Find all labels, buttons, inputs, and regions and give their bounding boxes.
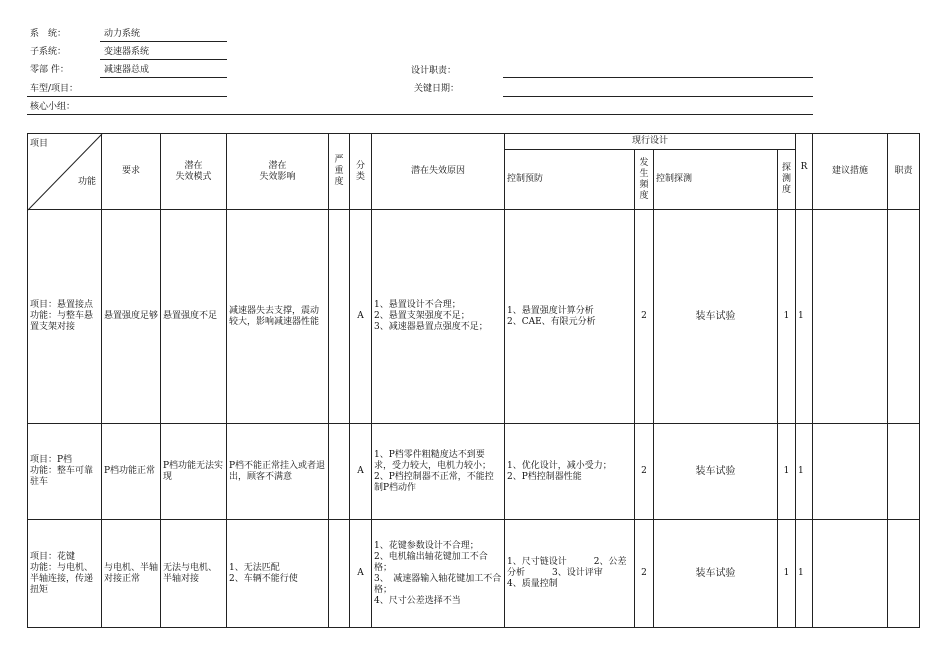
occurrence-cell: 2	[635, 210, 654, 424]
prevention-header: 控制预防	[505, 150, 635, 210]
failure-mode-cell: 无法与电机、半轴对接	[161, 520, 227, 628]
detection-cell: 1	[778, 424, 796, 520]
prevention-cell: 1、尺寸链设计 2、公差分析 3、设计评审 4、质量控制	[505, 520, 635, 628]
requirement-cell: P档功能正常	[102, 424, 161, 520]
fmea-table	[27, 133, 920, 628]
current-design-header: 现行设计	[505, 134, 796, 150]
requirement-header: 要求	[102, 134, 161, 210]
recommended-actions-cell	[813, 520, 888, 628]
subsystem-value: 变速器系统	[104, 47, 150, 57]
detection-control-header: 控制探测	[654, 150, 778, 210]
failure-effect-cell: 1、无法匹配 2、车辆不能行使	[227, 520, 329, 628]
failure-cause-cell: 1、花键参数设计不合理； 2、电机输出轴花键加工不合格； 3、 减速器输入轴花键加工不合格； 4、尺寸公差选择不当	[372, 520, 505, 628]
occurrence-header: 发 生 頻 度	[635, 150, 654, 210]
rpn-header: R	[796, 134, 813, 210]
rpn-cell: 1	[796, 424, 813, 520]
recommended-actions-cell	[813, 210, 888, 424]
core-team-label: 核心小组：	[30, 102, 76, 112]
part-underline	[100, 77, 227, 78]
failure-cause-header: 潜在失效原因	[372, 134, 505, 210]
prevention-cell: 1、悬置强度计算分析 2、CAE、有限元分析	[505, 210, 635, 424]
table-row	[28, 424, 920, 520]
failure-cause-cell: 1、P档零件粗糙度达不到要求，受力较大，电机力较小； 2、P档控制器不正常，不能控制P档动作	[372, 424, 505, 520]
failure-effect-cell: 减速器失去支撑，震动较大，影响减速器性能	[227, 210, 329, 424]
system-label: 系 统：	[30, 29, 67, 39]
item-header-label: 项目	[30, 139, 49, 149]
responsibility-cell	[888, 210, 920, 424]
rpn-cell: 1	[796, 210, 813, 424]
requirement-cell: 悬置强度足够	[102, 210, 161, 424]
detection-control-cell: 装车试验	[654, 424, 778, 520]
subsystem-underline	[100, 59, 227, 60]
recommended-actions-header: 建议措施	[813, 134, 888, 210]
failure-mode-header: 潜在 失效模式	[161, 134, 227, 210]
occurrence-cell: 2	[635, 520, 654, 628]
detection-control-cell: 装车试验	[654, 520, 778, 628]
model-underline	[27, 96, 227, 97]
header-row-1	[28, 134, 920, 150]
classification-cell: A	[350, 520, 372, 628]
failure-mode-cell: 悬置强度不足	[161, 210, 227, 424]
failure-effect-cell: P档不能正常挂入或者退出，顾客不满意	[227, 424, 329, 520]
model-label: 车型/项目：	[30, 84, 79, 94]
classification-cell: A	[350, 424, 372, 520]
design-resp-label: 设计职责：	[411, 66, 457, 76]
severity-cell	[329, 520, 350, 628]
detection-cell: 1	[778, 210, 796, 424]
responsibility-cell	[888, 520, 920, 628]
part-label: 零部 件：	[30, 65, 69, 75]
item-function-header	[28, 134, 102, 210]
responsibility-cell	[888, 424, 920, 520]
key-date-underline	[503, 96, 813, 97]
item-function-cell: 项目：花键 功能：与电机、半轴连接，传递扭矩	[28, 520, 102, 628]
detection-cell: 1	[778, 520, 796, 628]
key-date-label: 关键日期：	[414, 84, 460, 94]
table-row	[28, 210, 920, 424]
recommended-actions-cell	[813, 424, 888, 520]
requirement-cell: 与电机、半轴对接正常	[102, 520, 161, 628]
severity-cell	[329, 210, 350, 424]
failure-mode-cell: P档功能无法实现	[161, 424, 227, 520]
responsibility-header: 职责	[888, 134, 920, 210]
core-team-underline	[27, 114, 813, 115]
system-underline	[100, 41, 227, 42]
failure-cause-cell: 1、悬置设计不合理； 2、悬置支架强度不足； 3、减速器悬置点强度不足；	[372, 210, 505, 424]
function-header-label: 功能	[77, 177, 96, 187]
table-row	[28, 520, 920, 628]
severity-header: 严 重 度	[329, 134, 350, 210]
system-value: 动力系统	[104, 29, 141, 39]
detection-header: 探 测 度	[778, 150, 796, 210]
classification-header: 分 类	[350, 134, 372, 210]
detection-control-cell: 装车试验	[654, 210, 778, 424]
item-function-cell: 项目：悬置接点 功能：与整车悬置支架对接	[28, 210, 102, 424]
prevention-cell: 1、优化设计，减小受力； 2、P档控制器性能	[505, 424, 635, 520]
part-value: 减速器总成	[104, 65, 150, 75]
design-resp-underline	[503, 77, 813, 78]
classification-cell: A	[350, 210, 372, 424]
subsystem-label: 子系统：	[30, 47, 67, 57]
severity-cell	[329, 424, 350, 520]
rpn-cell: 1	[796, 520, 813, 628]
occurrence-cell: 2	[635, 424, 654, 520]
failure-effect-header: 潜在 失效影响	[227, 134, 329, 210]
item-function-cell: 项目：P档 功能：整车可靠驻车	[28, 424, 102, 520]
